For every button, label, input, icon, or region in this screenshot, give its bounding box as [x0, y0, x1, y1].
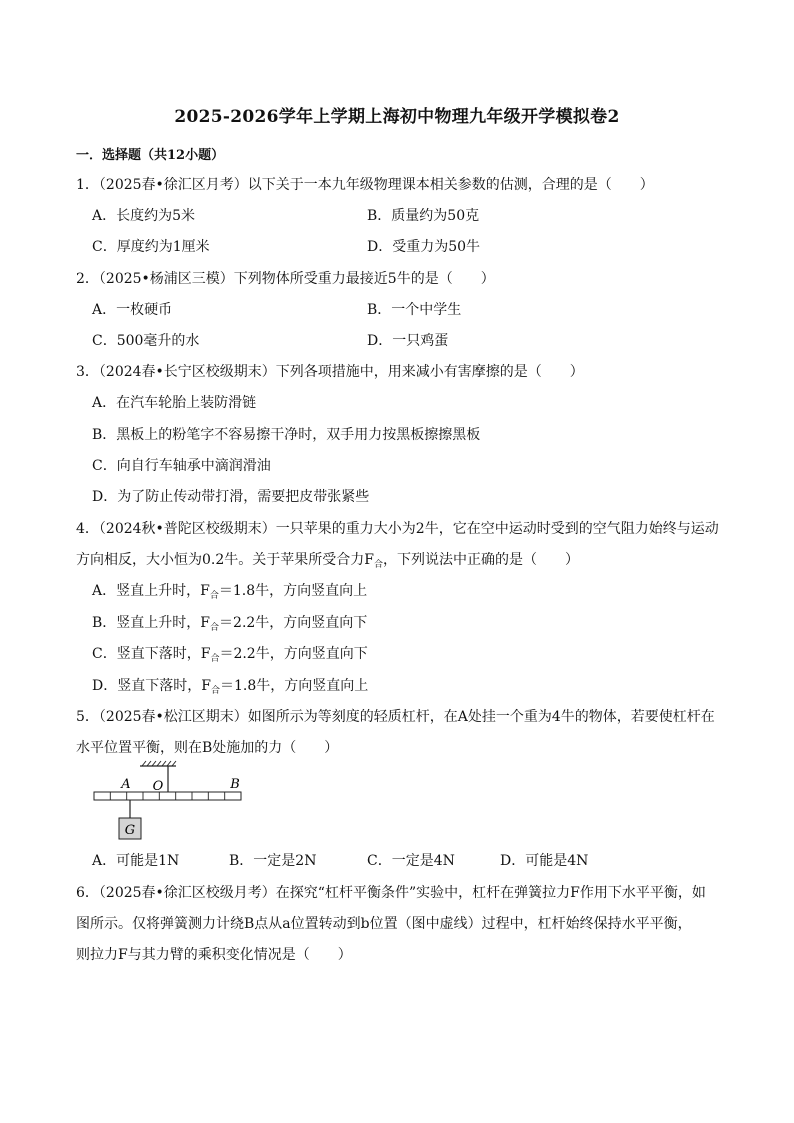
q4-option-d [92, 675, 368, 696]
q3-option-d: D．为了防止传动带打滑，需要把皮带张紧些 [92, 489, 370, 505]
q3-option-a: A．在汽车轮胎上装防滑链 [92, 395, 257, 411]
q2-option-c: C．500毫升的水 [92, 333, 200, 349]
q5-stem-line1: 5．（2025春•松江区期末）如图所示为等刻度的轻质杠杆，在A处挂一个重为4牛的物体，若要使杠杆在 [76, 709, 715, 725]
ceiling-hatch [142, 761, 176, 766]
q4-option-b-pre: B．竖直上升时，F [92, 615, 211, 631]
q2-option-b: B．一个中学生 [367, 302, 462, 318]
q4-option-a-post: ＝1.8牛，方向竖直向上 [218, 583, 368, 599]
q1-stem: 1．（2025春•徐汇区月考）以下关于一本九年级物理课本相关参数的估测，合理的是（ ） [76, 177, 654, 193]
q4-stem-line2-pre: 方向相反，大小恒为0.2牛。关于苹果所受合力F [76, 552, 374, 568]
q3-option-c: C．向自行车轴承中滴润滑油 [92, 458, 271, 474]
q4-option-c-sub: 合 [210, 654, 220, 664]
q4-option-b [92, 612, 367, 633]
label-o: O [152, 779, 164, 794]
lever-figure [90, 760, 250, 844]
q2-option-a: A．一枚硬币 [92, 302, 173, 318]
q4-stem-subscript: 合 [373, 560, 383, 570]
q4-option-d-pre: D．竖直下落时，F [92, 678, 211, 694]
q4-option-c-post: ＝2.2牛，方向竖直向下 [219, 646, 368, 662]
q5-stem-line2: 水平位置平衡，则在B处施加的力（ ） [76, 740, 339, 756]
q4-stem-line2 [76, 549, 579, 570]
q4-option-a-pre: A．竖直上升时，F [92, 583, 210, 599]
q4-option-b-post: ＝2.2牛，方向竖直向下 [219, 615, 368, 631]
label-b: B [230, 777, 240, 792]
q1-option-a: A．长度约为5米 [92, 208, 196, 224]
q4-option-d-post: ＝1.8牛，方向竖直向上 [219, 678, 369, 694]
q3-option-b: B．黑板上的粉笔字不容易擦干净时，双手用力按黑板擦擦黑板 [92, 427, 481, 443]
section-heading: 一．选择题（共12小题） [76, 148, 225, 163]
q2-option-d: D．一只鸡蛋 [367, 333, 449, 349]
q4-option-b-sub: 合 [210, 623, 220, 633]
q4-option-d-sub: 合 [210, 686, 220, 696]
label-a: A [121, 777, 131, 792]
q4-option-c [92, 643, 368, 664]
q1-option-d: D．受重力为50牛 [367, 239, 481, 255]
q6-stem-line3: 则拉力F与其力臂的乘积变化情况是（ ） [76, 947, 352, 963]
exam-title: 2025-2026学年上学期上海初中物理九年级开学模拟卷2 [174, 107, 620, 127]
q4-stem-line1: 4．（2024秋•普陀区校级期末）一只苹果的重力大小为2牛，它在空中运动时受到的空气阻力始终与运动 [76, 521, 719, 537]
q6-stem-line2: 图所示。仅将弹簧测力计绕B点从a位置转动到b位置（图中虚线）过程中，杠杆始终保持水平平衡， [76, 916, 692, 932]
q5-option-c: C．一定是4N [367, 853, 455, 869]
q4-stem-line2-post: ，下列说法中正确的是（ ） [383, 552, 579, 568]
q4-option-c-pre: C．竖直下落时，F [92, 646, 211, 662]
q5-option-d: D．可能是4N [500, 853, 589, 869]
label-g: G [124, 823, 136, 838]
q6-stem-line1: 6．（2025春•徐汇区校级月考）在探究“杠杆平衡条件”实验中，杠杆在弹簧拉力F作用下水平平衡，如 [76, 885, 706, 901]
q1-option-c: C．厚度约为1厘米 [92, 239, 210, 255]
lever-bar [94, 792, 241, 800]
q5-option-b: B．一定是2N [229, 853, 317, 869]
q4-option-a [92, 580, 367, 601]
q1-option-b: B．质量约为50克 [367, 208, 480, 224]
q4-option-a-sub: 合 [209, 591, 219, 601]
q2-stem: 2．（2025•杨浦区三模）下列物体所受重力最接近5牛的是（ ） [76, 271, 495, 287]
q5-option-a: A．可能是1N [92, 853, 180, 869]
q3-stem: 3．（2024春•长宁区校级期末）下列各项措施中，用来减小有害摩擦的是（ ） [76, 364, 584, 380]
